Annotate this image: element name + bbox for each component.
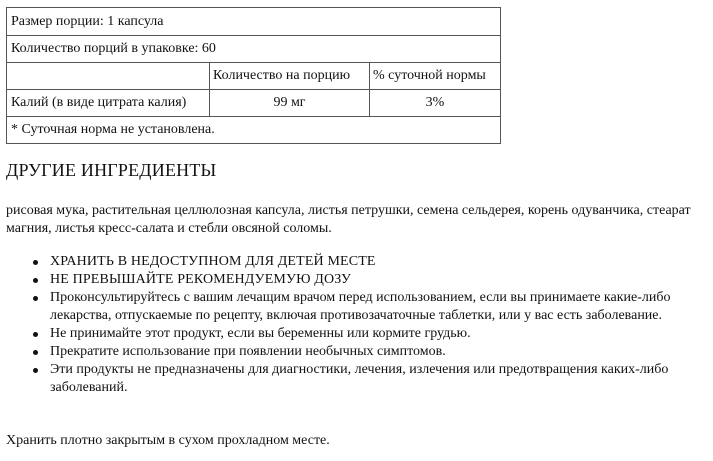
nutrient-amount-cell: 99 мг — [210, 90, 370, 117]
supplement-facts-table — [6, 7, 501, 144]
warning-text: Эти продукты не предназначены для диагностики, лечения, излечения или предотвращения каких-либо заболеваний. — [50, 362, 669, 395]
list-item — [50, 325, 706, 343]
warning-text: ХРАНИТЬ В НЕДОСТУПНОМ ДЛЯ ДЕТЕЙ МЕСТЕ — [50, 254, 376, 269]
list-item — [50, 253, 706, 271]
nutrient-name-cell: Калий (в виде цитрата калия) — [7, 90, 210, 117]
footnote-cell: * Суточная норма не установлена. — [7, 117, 501, 144]
warning-text: Прекратите использование при появлении необычных симптомов. — [50, 344, 446, 359]
serving-size-row — [7, 8, 501, 36]
header-amount-per-serving: Количество на порцию — [210, 63, 370, 90]
bullet-icon — [33, 332, 38, 337]
bullet-icon — [33, 350, 38, 355]
storage-instructions: Хранить плотно закрытым в сухом прохладном месте. — [6, 433, 330, 448]
nutrient-daily-value-cell: 3% — [370, 90, 501, 117]
bullet-icon — [33, 278, 38, 283]
header-daily-value: % суточной нормы — [370, 63, 501, 90]
warnings-list — [6, 253, 706, 397]
servings-per-container-cell: Количество порций в упаковке: 60 — [7, 36, 501, 63]
other-ingredients-heading: ДРУГИЕ ИНГРЕДИЕНТЫ — [6, 160, 217, 180]
header-empty-cell — [7, 63, 210, 90]
bullet-icon — [33, 368, 38, 373]
list-item — [50, 343, 706, 361]
footnote-row — [7, 117, 501, 144]
bullet-icon — [33, 260, 38, 265]
table-header-row — [7, 63, 501, 90]
other-ingredients-text: рисовая мука, растительная целлюлозная капсула, листья петрушки, семена сельдерея, корень одуванчика, стеарат магния, листья кресс-салата и стебли овсяной соломы. — [6, 203, 691, 236]
bullet-icon — [33, 296, 38, 301]
table-row — [7, 90, 501, 117]
list-item — [50, 361, 706, 397]
serving-size-cell: Размер порции: 1 капсула — [7, 8, 501, 36]
warning-text: Проконсультируйтесь с вашим лечащим врачом перед использованием, если вы принимаете какие-либо лекарства, отпускаемые по рецепту, включая противозачаточные таблетки, или у вас есть заболевание. — [50, 290, 671, 323]
list-item — [50, 289, 706, 325]
warning-text: НЕ ПРЕВЫШАЙТЕ РЕКОМЕНДУЕМУЮ ДОЗУ — [50, 272, 352, 287]
list-item — [50, 271, 706, 289]
servings-per-container-row — [7, 36, 501, 63]
warning-text: Не принимайте этот продукт, если вы беременны или кормите грудью. — [50, 326, 471, 341]
